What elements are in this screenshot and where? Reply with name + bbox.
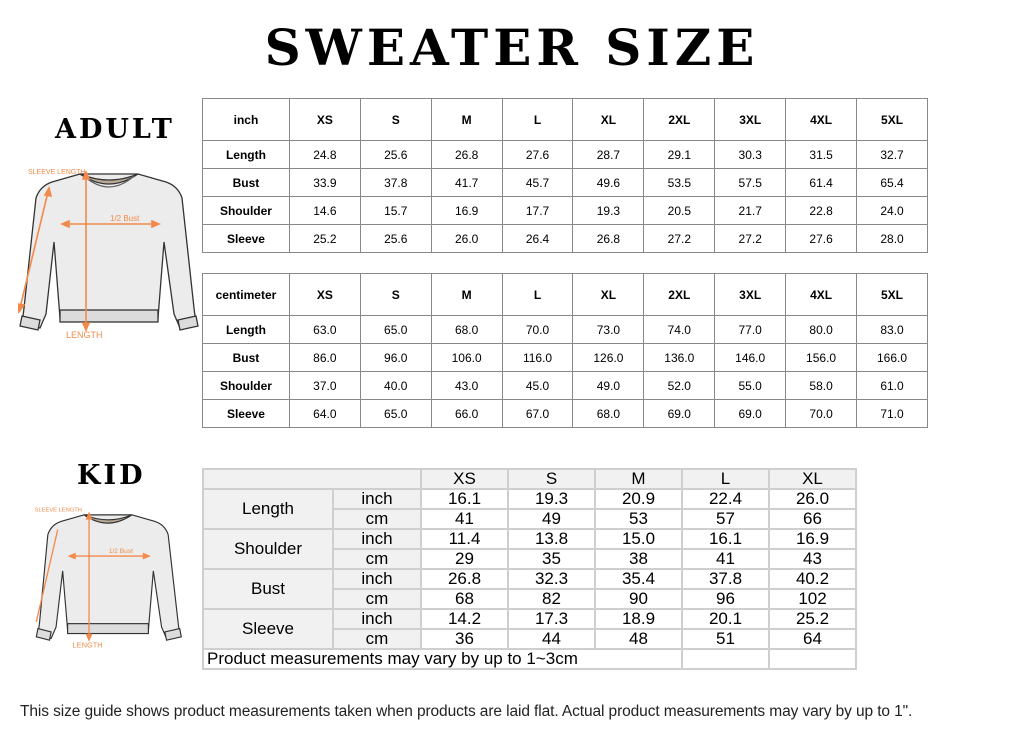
cell: 30.3 bbox=[715, 141, 786, 169]
cell: 70.0 bbox=[502, 316, 573, 344]
kid-sleeve-length-label: SLEEVE LENGTH bbox=[34, 507, 82, 514]
cell: 68.0 bbox=[573, 400, 644, 428]
cell: 24.0 bbox=[857, 197, 928, 225]
cell: 33.9 bbox=[289, 169, 360, 197]
size-header: 4XL bbox=[786, 274, 857, 316]
empty-cell bbox=[682, 649, 769, 669]
table-row bbox=[203, 489, 856, 509]
cell: 16.1 bbox=[421, 489, 508, 509]
cell: 66 bbox=[769, 509, 856, 529]
cell: 17.7 bbox=[502, 197, 573, 225]
row-label: Bust bbox=[203, 344, 290, 372]
cell: 57.5 bbox=[715, 169, 786, 197]
cell: 96 bbox=[682, 589, 769, 609]
cell: 31.5 bbox=[786, 141, 857, 169]
cell: 40.2 bbox=[769, 569, 856, 589]
table-row bbox=[203, 197, 928, 225]
table-row bbox=[203, 569, 856, 589]
cell: 16.9 bbox=[769, 529, 856, 549]
cell: 69.0 bbox=[644, 400, 715, 428]
cell: 43.0 bbox=[431, 372, 502, 400]
cell: 32.3 bbox=[508, 569, 595, 589]
table-row bbox=[203, 609, 856, 629]
cell: 21.7 bbox=[715, 197, 786, 225]
unit-label: inch bbox=[333, 529, 421, 549]
cell: 25.6 bbox=[360, 225, 431, 253]
cell: 20.1 bbox=[682, 609, 769, 629]
kid-half-bust-label: 1/2 Bust bbox=[108, 547, 133, 555]
adult-inch-table bbox=[202, 98, 928, 253]
cell: 19.3 bbox=[573, 197, 644, 225]
cell: 116.0 bbox=[502, 344, 573, 372]
size-header: L bbox=[682, 469, 769, 489]
unit-label: cm bbox=[333, 629, 421, 649]
size-header: S bbox=[360, 274, 431, 316]
table-row bbox=[203, 372, 928, 400]
cell: 136.0 bbox=[644, 344, 715, 372]
cell: 27.2 bbox=[715, 225, 786, 253]
unit-label: cm bbox=[333, 549, 421, 569]
cell: 41 bbox=[682, 549, 769, 569]
cell: 45.0 bbox=[502, 372, 573, 400]
unit-label: inch bbox=[333, 609, 421, 629]
cell: 36 bbox=[421, 629, 508, 649]
cell: 27.6 bbox=[786, 225, 857, 253]
cell: 49.0 bbox=[573, 372, 644, 400]
size-header: XS bbox=[289, 274, 360, 316]
size-header: XS bbox=[421, 469, 508, 489]
cell: 15.7 bbox=[360, 197, 431, 225]
cell: 63.0 bbox=[289, 316, 360, 344]
cell: 90 bbox=[595, 589, 682, 609]
cell: 24.8 bbox=[289, 141, 360, 169]
cell: 80.0 bbox=[786, 316, 857, 344]
cell: 68.0 bbox=[431, 316, 502, 344]
cell: 25.2 bbox=[769, 609, 856, 629]
cell: 26.0 bbox=[431, 225, 502, 253]
cell: 28.0 bbox=[857, 225, 928, 253]
size-header: 5XL bbox=[857, 99, 928, 141]
size-header: L bbox=[502, 99, 573, 141]
table-row bbox=[203, 169, 928, 197]
cell: 77.0 bbox=[715, 316, 786, 344]
cell: 73.0 bbox=[573, 316, 644, 344]
adult-length-label: LENGTH bbox=[66, 330, 103, 340]
cell: 48 bbox=[595, 629, 682, 649]
size-header: 2XL bbox=[644, 99, 715, 141]
table-row bbox=[203, 344, 928, 372]
cell: 67.0 bbox=[502, 400, 573, 428]
adult-half-bust-label: 1/2 Bust bbox=[110, 214, 140, 223]
cell: 43 bbox=[769, 549, 856, 569]
size-header: XL bbox=[769, 469, 856, 489]
cell: 16.9 bbox=[431, 197, 502, 225]
cell: 27.6 bbox=[502, 141, 573, 169]
cell: 58.0 bbox=[786, 372, 857, 400]
size-header: M bbox=[431, 274, 502, 316]
cell: 65.4 bbox=[857, 169, 928, 197]
cell: 61.4 bbox=[786, 169, 857, 197]
cell: 106.0 bbox=[431, 344, 502, 372]
unit-label: cm bbox=[333, 509, 421, 529]
cell: 29.1 bbox=[644, 141, 715, 169]
cell: 17.3 bbox=[508, 609, 595, 629]
size-header: L bbox=[502, 274, 573, 316]
unit-header: centimeter bbox=[203, 274, 290, 316]
cell: 20.5 bbox=[644, 197, 715, 225]
cell: 57 bbox=[682, 509, 769, 529]
row-label: Sleeve bbox=[203, 400, 290, 428]
size-header: 2XL bbox=[644, 274, 715, 316]
cell: 102 bbox=[769, 589, 856, 609]
adult-section-label: ADULT bbox=[55, 114, 175, 145]
table-row bbox=[203, 400, 928, 428]
cell: 25.6 bbox=[360, 141, 431, 169]
adult-sweater-diagram-icon bbox=[18, 168, 200, 340]
cell: 14.6 bbox=[289, 197, 360, 225]
cell: 71.0 bbox=[857, 400, 928, 428]
size-header: 3XL bbox=[715, 99, 786, 141]
cell: 29 bbox=[421, 549, 508, 569]
cell: 49 bbox=[508, 509, 595, 529]
size-header: M bbox=[431, 99, 502, 141]
cell: 37.8 bbox=[682, 569, 769, 589]
cell: 53 bbox=[595, 509, 682, 529]
table-row bbox=[203, 225, 928, 253]
cell: 27.2 bbox=[644, 225, 715, 253]
cell: 40.0 bbox=[360, 372, 431, 400]
cell: 44 bbox=[508, 629, 595, 649]
cell: 52.0 bbox=[644, 372, 715, 400]
size-header: XL bbox=[573, 99, 644, 141]
cell: 126.0 bbox=[573, 344, 644, 372]
cell: 26.4 bbox=[502, 225, 573, 253]
size-header: S bbox=[508, 469, 595, 489]
size-header: 4XL bbox=[786, 99, 857, 141]
row-label: Bust bbox=[203, 169, 290, 197]
cell: 55.0 bbox=[715, 372, 786, 400]
cell: 38 bbox=[595, 549, 682, 569]
measure-label: Sleeve bbox=[203, 609, 333, 649]
row-label: Length bbox=[203, 316, 290, 344]
size-guide-disclaimer: This size guide shows product measurements taken when products are laid flat. Actual product measurements may vary by up to 1". bbox=[20, 703, 913, 720]
cell: 32.7 bbox=[857, 141, 928, 169]
cell: 26.8 bbox=[421, 569, 508, 589]
cell: 13.8 bbox=[508, 529, 595, 549]
unit-label: inch bbox=[333, 569, 421, 589]
unit-label: inch bbox=[333, 489, 421, 509]
cell: 41 bbox=[421, 509, 508, 529]
cell: 26.8 bbox=[431, 141, 502, 169]
cell: 20.9 bbox=[595, 489, 682, 509]
cell: 26.8 bbox=[573, 225, 644, 253]
measurement-note: Product measurements may vary by up to 1~3cm bbox=[203, 649, 682, 669]
cell: 70.0 bbox=[786, 400, 857, 428]
cell: 37.0 bbox=[289, 372, 360, 400]
kid-section-label: KID bbox=[77, 460, 146, 491]
cell: 51 bbox=[682, 629, 769, 649]
cell: 61.0 bbox=[857, 372, 928, 400]
cell: 35 bbox=[508, 549, 595, 569]
cell: 64.0 bbox=[289, 400, 360, 428]
cell: 41.7 bbox=[431, 169, 502, 197]
cell: 83.0 bbox=[857, 316, 928, 344]
table-header-row bbox=[203, 274, 928, 316]
row-label: Sleeve bbox=[203, 225, 290, 253]
size-header: 5XL bbox=[857, 274, 928, 316]
row-label: Shoulder bbox=[203, 372, 290, 400]
table-header-row bbox=[203, 99, 928, 141]
cell: 25.2 bbox=[289, 225, 360, 253]
cell: 74.0 bbox=[644, 316, 715, 344]
cell: 82 bbox=[508, 589, 595, 609]
cell: 96.0 bbox=[360, 344, 431, 372]
adult-centimeter-table bbox=[202, 273, 928, 428]
cell: 65.0 bbox=[360, 316, 431, 344]
measure-label: Shoulder bbox=[203, 529, 333, 569]
cell: 69.0 bbox=[715, 400, 786, 428]
size-header: M bbox=[595, 469, 682, 489]
kid-sweater-diagram-icon bbox=[33, 505, 183, 650]
cell: 86.0 bbox=[289, 344, 360, 372]
cell: 66.0 bbox=[431, 400, 502, 428]
cell: 18.9 bbox=[595, 609, 682, 629]
note-row bbox=[203, 649, 856, 669]
page-title: SWEATER SIZE bbox=[264, 18, 760, 77]
table-row bbox=[203, 316, 928, 344]
kid-length-label: LENGTH bbox=[72, 640, 103, 650]
cell: 156.0 bbox=[786, 344, 857, 372]
cell: 64 bbox=[769, 629, 856, 649]
cell: 45.7 bbox=[502, 169, 573, 197]
cell: 49.6 bbox=[573, 169, 644, 197]
cell: 53.5 bbox=[644, 169, 715, 197]
cell: 22.8 bbox=[786, 197, 857, 225]
table-row bbox=[203, 529, 856, 549]
cell: 35.4 bbox=[595, 569, 682, 589]
size-header: 3XL bbox=[715, 274, 786, 316]
measure-label: Length bbox=[203, 489, 333, 529]
unit-header: inch bbox=[203, 99, 290, 141]
cell: 19.3 bbox=[508, 489, 595, 509]
cell: 14.2 bbox=[421, 609, 508, 629]
empty-cell bbox=[769, 649, 856, 669]
size-header: XL bbox=[573, 274, 644, 316]
cell: 68 bbox=[421, 589, 508, 609]
measure-label: Bust bbox=[203, 569, 333, 609]
size-header: XS bbox=[289, 99, 360, 141]
cell: 166.0 bbox=[857, 344, 928, 372]
table-header-row bbox=[203, 469, 856, 489]
cell: 65.0 bbox=[360, 400, 431, 428]
cell: 15.0 bbox=[595, 529, 682, 549]
cell: 26.0 bbox=[769, 489, 856, 509]
table-row bbox=[203, 141, 928, 169]
row-label: Shoulder bbox=[203, 197, 290, 225]
cell: 16.1 bbox=[682, 529, 769, 549]
size-header: S bbox=[360, 99, 431, 141]
empty-header-cell bbox=[203, 469, 421, 489]
unit-label: cm bbox=[333, 589, 421, 609]
cell: 28.7 bbox=[573, 141, 644, 169]
cell: 37.8 bbox=[360, 169, 431, 197]
kid-size-table bbox=[202, 468, 857, 670]
row-label: Length bbox=[203, 141, 290, 169]
adult-sleeve-length-label: SLEEVE LENGTH bbox=[28, 169, 86, 176]
cell: 11.4 bbox=[421, 529, 508, 549]
cell: 146.0 bbox=[715, 344, 786, 372]
cell: 22.4 bbox=[682, 489, 769, 509]
